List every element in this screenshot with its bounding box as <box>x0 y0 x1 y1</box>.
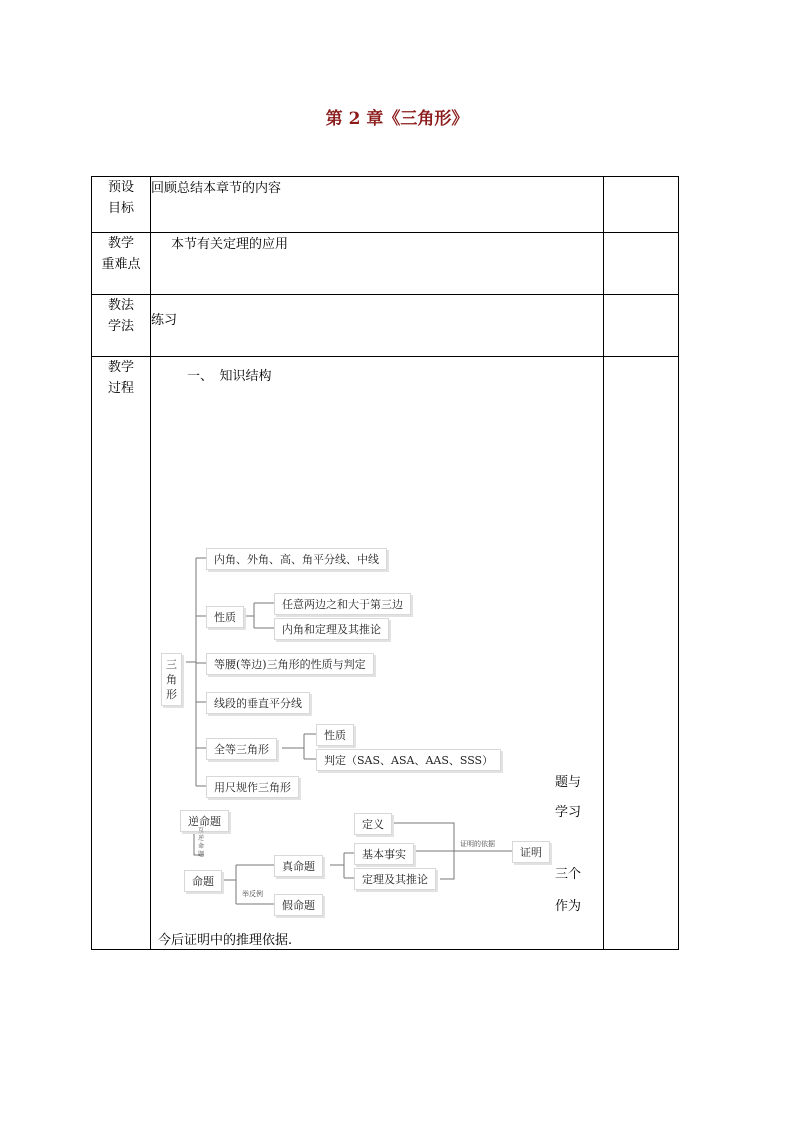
node-proposition: 命题 <box>184 870 222 892</box>
lesson-plan-table <box>91 176 679 950</box>
section-heading: 一、 知识结构 <box>187 369 272 384</box>
row-content: 本节有关定理的应用 <box>151 233 604 295</box>
node-bisector: 线段的垂直平分线 <box>206 692 310 714</box>
label-counterexample: 举反例 <box>242 890 263 898</box>
process-content <box>151 357 604 950</box>
row-content: 练习 <box>151 295 604 357</box>
node-definition: 定义 <box>354 813 392 835</box>
knowledge-structure-diagram <box>158 537 604 917</box>
text-fragment: 学习 <box>555 805 582 820</box>
row-blank <box>604 233 679 295</box>
table-row <box>92 295 679 357</box>
node-cong-property: 性质 <box>316 724 354 746</box>
node-congruent: 全等三角形 <box>206 738 277 760</box>
label-basis: 证明的依据 <box>460 840 495 848</box>
row-blank <box>604 357 679 950</box>
row-blank <box>604 177 679 233</box>
node-elements: 内角、外角、高、角平分线、中线 <box>206 548 387 570</box>
row-label: 教学 重难点 <box>92 233 151 295</box>
node-property: 性质 <box>206 606 244 628</box>
row-label: 预设 目标 <box>92 177 151 233</box>
node-cong-judge: 判定（SAS、ASA、AAS、SSS） <box>316 749 501 771</box>
table-row <box>92 357 679 950</box>
row-blank <box>604 295 679 357</box>
node-two-sides: 任意两边之和大于第三边 <box>274 593 411 615</box>
text-fragment: 题与 <box>555 775 582 790</box>
page-title: 第 2 章《三角形》 <box>325 109 469 129</box>
node-construct: 用尺规作三角形 <box>206 776 299 798</box>
node-false-prop: 假命题 <box>274 894 323 916</box>
table-row <box>92 177 679 233</box>
node-angle-sum: 内角和定理及其推论 <box>274 618 389 640</box>
node-converse: 逆命题 <box>180 810 229 832</box>
final-text: 今后证明中的推理依据. <box>158 933 293 948</box>
row-label: 教法 学法 <box>92 295 151 357</box>
node-proof: 证明 <box>512 841 550 863</box>
node-basic-fact: 基本事实 <box>354 843 414 865</box>
table-row <box>92 233 679 295</box>
text-fragment: 三个 <box>555 867 582 882</box>
label-mutual: 互逆命题 <box>198 827 205 858</box>
row-content: 回顾总结本章节的内容 <box>151 177 604 233</box>
root-node: 三角形 <box>161 653 182 706</box>
node-theorem: 定理及其推论 <box>354 868 436 890</box>
node-isosceles: 等腰(等边)三角形的性质与判定 <box>206 653 374 675</box>
node-true-prop: 真命题 <box>274 855 323 877</box>
row-label: 教学 过程 <box>92 357 151 950</box>
text-fragment: 作为 <box>555 899 582 914</box>
